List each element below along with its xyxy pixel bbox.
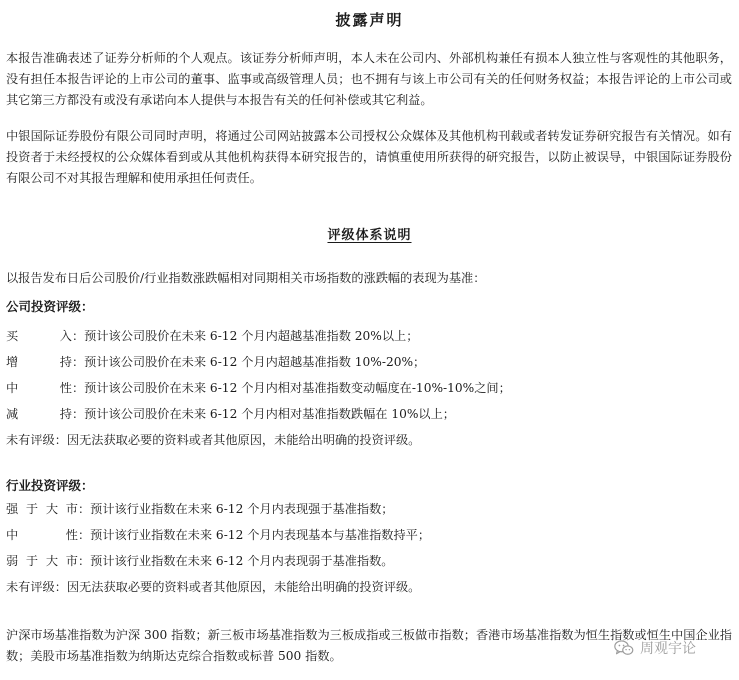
industry-rating-row: [6, 496, 732, 522]
rating-basis-text: 以报告发布日后公司股价/行业指数涨跌幅相对同期相关市场指数的涨跌幅的表现为基准：: [6, 271, 486, 285]
disclosure-title: 披露声明: [335, 11, 404, 29]
rating-description: ：预计该行业指数在未来 6-12 个月内表现强于基准指数；: [78, 502, 394, 516]
rating-description: ：因无法获取必要的资料或者其他原因，未能给出明确的投资评级。: [54, 433, 421, 447]
industry-rating-heading: 行业投资评级：: [6, 478, 94, 493]
rating-label: 减持: [6, 407, 72, 421]
rating-system-title: 评级体系说明: [327, 228, 412, 243]
industry-rating-list: [6, 496, 732, 600]
company-rating-row: [6, 349, 732, 375]
rating-label: 买入: [6, 329, 72, 343]
wechat-icon: [614, 639, 634, 657]
watermark-text: 周观宇论: [640, 641, 696, 657]
rating-description: ：预计该公司股价在未来 6-12 个月内超越基准指数 20%以上；: [72, 329, 419, 343]
company-rating-row: [6, 427, 732, 453]
rating-description: ：预计该公司股价在未来 6-12 个月内相对基准指数跌幅在 10%以上；: [72, 407, 455, 421]
rating-description: ：预计该公司股价在未来 6-12 个月内超越基准指数 10%-20%；: [72, 355, 426, 369]
wechat-watermark: [614, 638, 696, 658]
rating-description: ：预计该行业指数在未来 6-12 个月内表现弱于基准指数。: [78, 554, 394, 568]
rating-label: 未有评级: [6, 433, 55, 447]
company-rating-row: [6, 323, 732, 349]
industry-rating-row: [6, 574, 732, 600]
rating-label: 中性: [6, 528, 78, 542]
rating-label: 中性: [6, 381, 72, 395]
rating-label: 增持: [6, 355, 72, 369]
company-rating-heading: 公司投资评级：: [6, 299, 94, 314]
rating-label: 弱于大市: [6, 554, 78, 568]
industry-rating-row: [6, 548, 732, 574]
benchmark-index-note: 沪深市场基准指数为沪深 300 指数；新三板市场基准指数为三板成指或三板做市指数；香港市场基准指数为恒生指数或恒生中国企业指数；美股市场基准指数为纳斯达克综合指数或标普 500 指数。: [6, 628, 732, 663]
company-rating-list: [6, 323, 732, 453]
company-rating-row: [6, 375, 732, 401]
rating-label: 强于大市: [6, 502, 78, 516]
rating-description: ：因无法获取必要的资料或者其他原因，未能给出明确的投资评级。: [54, 580, 421, 594]
rating-description: ：预计该行业指数在未来 6-12 个月内表现基本与基准指数持平；: [78, 528, 431, 542]
rating-description: ：预计该公司股价在未来 6-12 个月内相对基准指数变动幅度在-10%-10%之间；: [72, 381, 511, 395]
company-rating-row: [6, 401, 732, 427]
analyst-statement-paragraph: 本报告准确表述了证券分析师的个人观点。该证券分析师声明，本人未在公司内、外部机构兼任有损本人独立性与客观性的其他职务，没有担任本报告评论的上市公司的董事、监事或高级管理人员；也不拥有与该上市公司有关的任何财务权益；本报告评论的上市公司或其它第三方都没有或没有承诺向本人提供与本报告有关的任何补偿或其它利益。: [6, 51, 732, 107]
industry-rating-row: [6, 522, 732, 548]
company-statement-paragraph: 中银国际证券股份有限公司同时声明，将通过公司网站披露本公司授权公众媒体及其他机构刊载或者转发证券研究报告有关情况。如有投资者于未经授权的公众媒体看到或从其他机构获得本研究报告的，请慎重使用所获得的研究报告，以防止被误导，中银国际证券股份有限公司不对其报告理解和使用承担任何责任。: [6, 129, 732, 185]
rating-label: 未有评级: [6, 580, 55, 594]
